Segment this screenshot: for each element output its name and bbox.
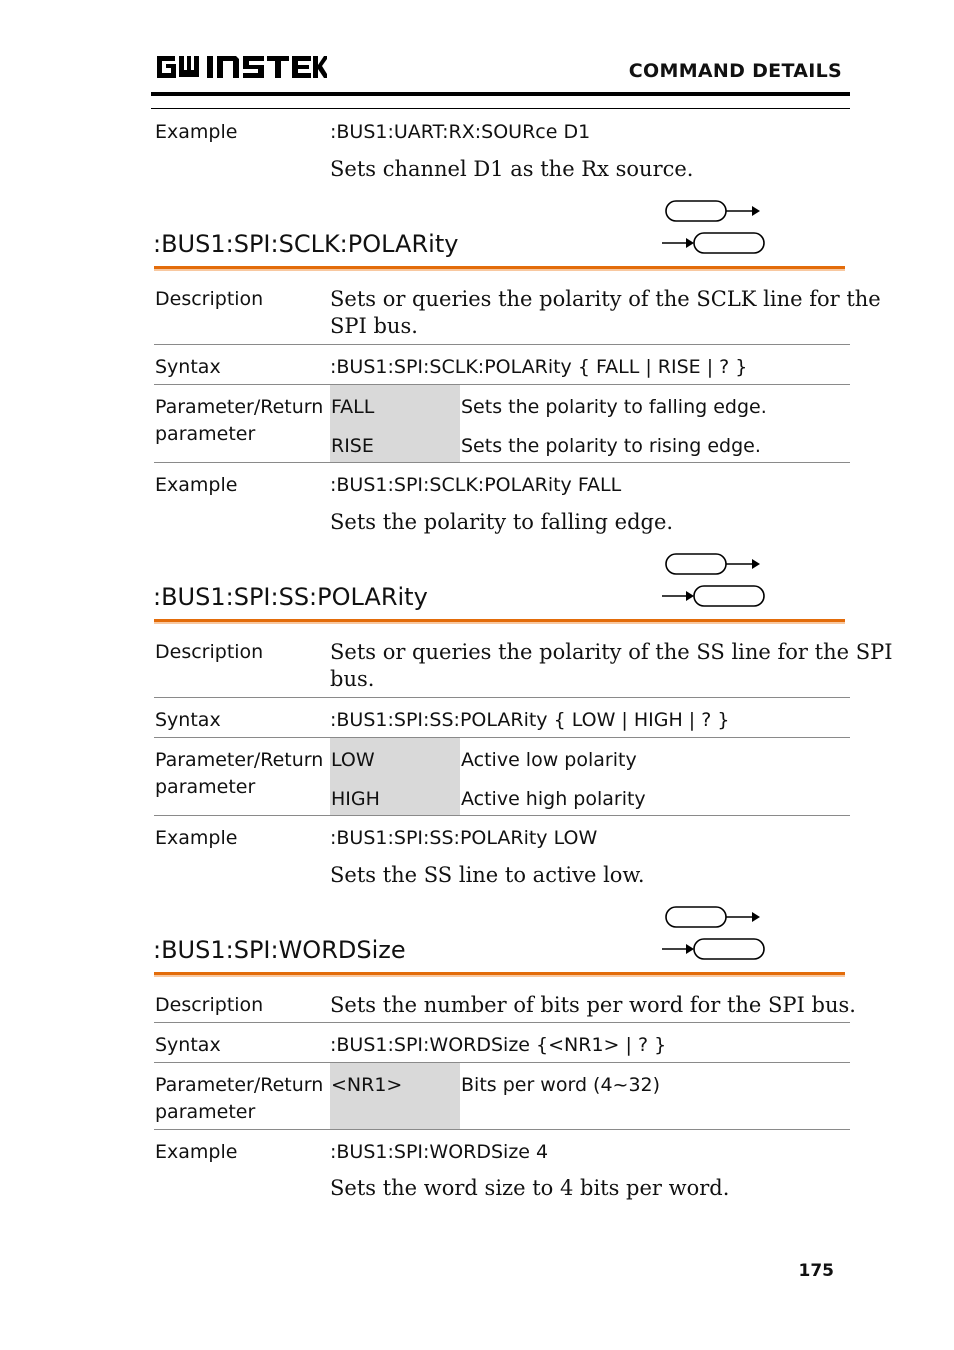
syntax-text: :BUS1:SPI:WORDSize {<NR1> | ? } bbox=[330, 1034, 667, 1056]
param-label: Parameter/Return bbox=[155, 1074, 324, 1096]
example-description: Sets channel D1 as the Rx source. bbox=[330, 157, 694, 181]
row-divider bbox=[154, 815, 850, 816]
example-command: :BUS1:UART:RX:SOURce D1 bbox=[330, 121, 591, 143]
description-label: Description bbox=[155, 288, 264, 310]
example-description: Sets the SS line to active low. bbox=[330, 863, 645, 887]
param-name: RISE bbox=[331, 435, 374, 457]
row-divider bbox=[154, 1062, 850, 1063]
description-line: Sets the number of bits per word for the SPI bus. bbox=[330, 993, 856, 1017]
param-label: parameter bbox=[155, 776, 256, 798]
example-label: Example bbox=[155, 121, 238, 143]
row-divider bbox=[154, 737, 850, 738]
description-line: SPI bus. bbox=[330, 314, 418, 338]
row-divider bbox=[154, 1022, 850, 1023]
param-desc: Sets the polarity to falling edge. bbox=[461, 396, 767, 418]
row-divider bbox=[154, 344, 850, 345]
param-label: parameter bbox=[155, 423, 256, 445]
brand-logo bbox=[155, 52, 335, 86]
row-divider bbox=[154, 1129, 850, 1130]
param-name: LOW bbox=[331, 749, 375, 771]
param-label: parameter bbox=[155, 1101, 256, 1123]
param-label: Parameter/Return bbox=[155, 749, 324, 771]
command-heading: :BUS1:SPI:SS:POLARity bbox=[153, 583, 428, 611]
row-divider bbox=[154, 697, 850, 698]
description-line: Sets or queries the polarity of the SS line for the SPI bbox=[330, 640, 893, 664]
example-label: Example bbox=[155, 474, 238, 496]
syntax-label: Syntax bbox=[155, 709, 221, 731]
set-query-icon bbox=[660, 551, 768, 613]
param-name: FALL bbox=[331, 396, 375, 418]
example-description: Sets the word size to 4 bits per word. bbox=[330, 1176, 730, 1200]
heading-rule bbox=[154, 266, 845, 269]
description-label: Description bbox=[155, 994, 264, 1016]
header-rule-thin bbox=[151, 108, 850, 109]
header-title: COMMAND DETAILS bbox=[628, 60, 842, 82]
param-desc: Active low polarity bbox=[461, 749, 637, 771]
syntax-text: :BUS1:SPI:SS:POLARity { LOW | HIGH | ? } bbox=[330, 709, 730, 731]
param-name: <NR1> bbox=[331, 1074, 403, 1096]
example-label: Example bbox=[155, 1141, 238, 1163]
heading-rule bbox=[154, 972, 845, 975]
header-rule bbox=[151, 92, 850, 96]
row-divider bbox=[154, 384, 850, 385]
example-command: :BUS1:SPI:SS:POLARity LOW bbox=[330, 827, 598, 849]
param-desc: Active high polarity bbox=[461, 788, 646, 810]
example-description: Sets the polarity to falling edge. bbox=[330, 510, 674, 534]
set-query-icon bbox=[660, 904, 768, 966]
row-divider bbox=[154, 462, 850, 463]
page-number: 175 bbox=[798, 1261, 834, 1281]
heading-rule bbox=[154, 619, 845, 622]
description-line: bus. bbox=[330, 667, 375, 691]
syntax-label: Syntax bbox=[155, 1034, 221, 1056]
example-command: :BUS1:SPI:SCLK:POLARity FALL bbox=[330, 474, 622, 496]
command-heading: :BUS1:SPI:WORDSize bbox=[153, 936, 406, 964]
syntax-label: Syntax bbox=[155, 356, 221, 378]
syntax-text: :BUS1:SPI:SCLK:POLARity { FALL | RISE | ? } bbox=[330, 356, 748, 378]
command-heading: :BUS1:SPI:SCLK:POLARity bbox=[153, 230, 459, 258]
example-command: :BUS1:SPI:WORDSize 4 bbox=[330, 1141, 549, 1163]
param-name: HIGH bbox=[331, 788, 380, 810]
description-label: Description bbox=[155, 641, 264, 663]
param-label: Parameter/Return bbox=[155, 396, 324, 418]
param-desc: Bits per word (4~32) bbox=[461, 1074, 661, 1096]
example-label: Example bbox=[155, 827, 238, 849]
param-desc: Sets the polarity to rising edge. bbox=[461, 435, 761, 457]
description-line: Sets or queries the polarity of the SCLK line for the bbox=[330, 287, 881, 311]
set-query-icon bbox=[660, 198, 768, 260]
